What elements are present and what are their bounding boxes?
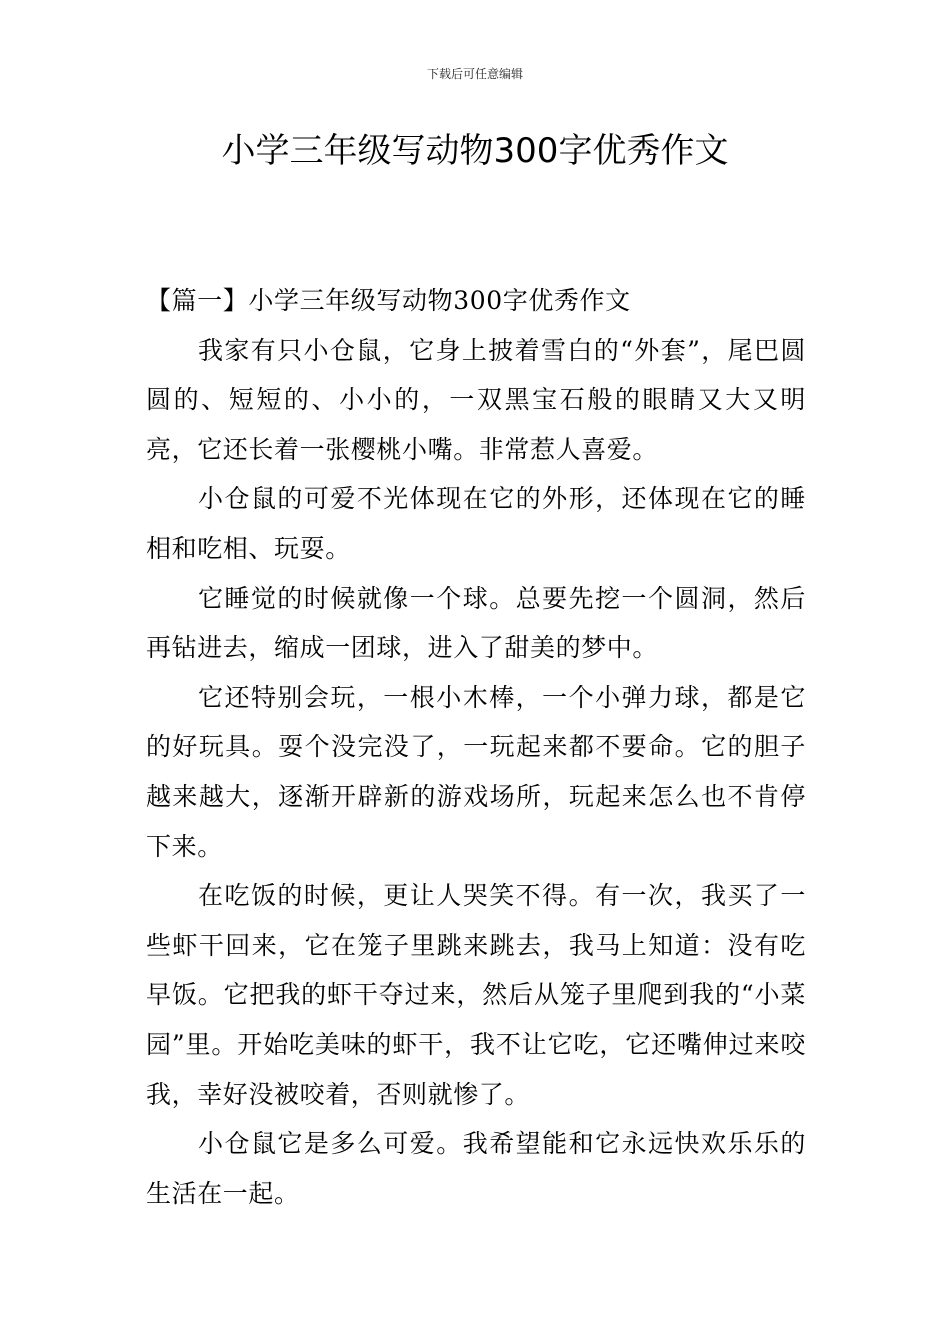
paragraph-5: 在吃饭的时候，更让人哭笑不得。有一次，我买了一些虾干回来，它在笼子里跳来跳去，我马上知道：没有吃早饭。它把我的虾干夺过来，然后从笼子里爬到我的“小菜园”里。开始吃美味的虾干，我不让它吃，它还嘴伸过来咬我，幸好没被咬着，否则就惨了。 [146,881,806,1109]
paragraph-4: 它还特别会玩，一根小木棒，一个小弹力球，都是它的好玩具。耍个没完没了，一玩起来都不要命。它的胆子越来越大，逐渐开辟新的游戏场所，玩起来怎么也不肯停下来。 [146,682,806,861]
essay-body [146,276,806,1218]
paragraph-1: 我家有只小仓鼠，它身上披着雪白的“外套”，尾巴圆圆的、短短的、小小的，一双黑宝石般的眼睛又大又明亮，它还长着一张樱桃小嘴。非常惹人喜爱。 [146,335,806,464]
section-heading: 【篇一】小学三年级写动物300字优秀作文 [146,286,631,315]
page-title: 小学三年级写动物300字优秀作文 [221,131,729,171]
paragraph-6: 小仓鼠它是多么可爱。我希望能和它永远快欢乐乐的生活在一起。 [146,1129,806,1208]
paragraph-3: 它睡觉的时候就像一个球。总要先挖一个圆洞，然后再钻进去，缩成一团球，进入了甜美的梦中。 [146,583,806,663]
header-note: 下载后可任意编辑 [426,67,523,81]
paragraph-2: 小仓鼠的可爱不光体现在它的外形，还体现在它的睡相和吃相、玩耍。 [146,484,806,563]
